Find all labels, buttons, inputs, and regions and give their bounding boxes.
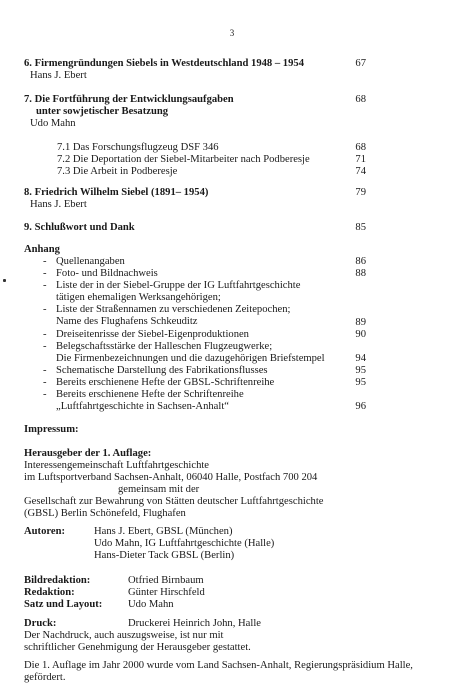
anhang-bullet: - xyxy=(43,304,47,315)
anhang-item-3-line1: Liste der in der Siebel-Gruppe der IG Luftfahrtgeschichte xyxy=(56,280,301,291)
anhang-item-6-line1: Belegschaftsstärke der Halleschen Flugzeugwerke; xyxy=(56,341,273,352)
credit-value: Günter Hirschfeld xyxy=(128,587,205,598)
anhang-item-2-page: 88 xyxy=(355,268,366,279)
anhang-item-4-line1: Liste der Straßennamen zu verschiedenen Zeitepochen; xyxy=(56,304,291,315)
scan-mark xyxy=(3,279,6,282)
anhang-bullet: - xyxy=(43,280,47,291)
page-number: 3 xyxy=(229,28,235,38)
toc-sub-7-1-page: 68 xyxy=(355,142,366,153)
anhang-item-1-page: 86 xyxy=(355,256,366,267)
foerderung-line: Die 1. Auflage im Jahr 2000 wurde vom Land Sachsen-Anhalt, Regierungspräsidium Halle, xyxy=(24,660,413,671)
toc-page-s8: 79 xyxy=(355,187,366,198)
anhang-item-8: Bereits erschienene Hefte der GBSL-Schriftenreihe xyxy=(56,377,275,388)
anhang-item-9-page: 96 xyxy=(355,401,366,412)
anhang-item-2: Foto- und Bildnachweis xyxy=(56,268,158,279)
anhang-heading: Anhang xyxy=(24,244,60,255)
anhang-item-8-page: 95 xyxy=(355,377,366,388)
anhang-item-6-page: 94 xyxy=(355,353,366,364)
credit-label: Bildredaktion: xyxy=(24,575,91,586)
toc-author-s6: Hans J. Ebert xyxy=(30,70,87,81)
anhang-bullet: - xyxy=(43,268,47,279)
druck-value: Druckerei Heinrich John, Halle xyxy=(128,618,261,629)
anhang-bullet: - xyxy=(43,365,47,376)
autor-line: Hans-Dieter Tack GBSL (Berlin) xyxy=(94,550,235,561)
herausgeber-line: (GBSL) Berlin Schönefeld, Flughafen xyxy=(24,508,186,519)
druck-label: Druck: xyxy=(24,618,57,629)
herausgeber-line: Interessengemeinschaft Luftfahrtgeschichte xyxy=(24,460,210,471)
nachdruck-line: schriftlicher Genehmigung der Herausgeber gestattet. xyxy=(24,642,251,653)
anhang-item-5: Dreiseitenrisse der Siebel-Eigenproduktionen xyxy=(56,329,249,340)
toc-page-s9: 85 xyxy=(355,222,366,233)
toc-sub-7-2-page: 71 xyxy=(355,154,366,165)
autor-line: Udo Mahn, IG Luftfahrtgeschichte (Halle) xyxy=(94,538,275,549)
anhang-item-5-page: 90 xyxy=(355,329,366,340)
anhang-item-4-page: 89 xyxy=(355,317,366,328)
impressum-heading: Impressum: xyxy=(24,424,79,435)
anhang-item-9-line2: „Luftfahrtgeschichte in Sachsen-Anhalt“ xyxy=(56,401,229,412)
anhang-bullet: - xyxy=(43,389,47,400)
anhang-item-7: Schematische Darstellung des Fabrikationsflusses xyxy=(56,365,268,376)
toc-title-s6: 6. Firmengründungen Siebels in Westdeutschland 1948 – 1954 xyxy=(24,58,304,69)
toc-sub-7-3: 7.3 Die Arbeit in Podberesje xyxy=(57,166,178,177)
herausgeber-heading: Herausgeber der 1. Auflage: xyxy=(24,448,152,459)
credit-value: Udo Mahn xyxy=(128,599,174,610)
toc-page-s6: 67 xyxy=(355,58,366,69)
anhang-bullet: - xyxy=(43,329,47,340)
credit-label: Redaktion: xyxy=(24,587,75,598)
herausgeber-line: gemeinsam mit der xyxy=(118,484,200,495)
anhang-item-6-line2: Die Firmenbezeichnungen und die dazugehörigen Briefstempel xyxy=(56,353,325,364)
toc-title-s8: 8. Friedrich Wilhelm Siebel (1891– 1954) xyxy=(24,187,209,198)
autor-line: Hans J. Ebert, GBSL (München) xyxy=(94,526,233,537)
credit-label: Satz und Layout: xyxy=(24,599,103,610)
credit-value: Otfried Birnbaum xyxy=(128,575,204,586)
toc-sub-7-3-page: 74 xyxy=(355,166,366,177)
anhang-item-4-line2: Name des Flughafens Schkeuditz xyxy=(56,316,198,327)
toc-sub-7-2: 7.2 Die Deportation der Siebel-Mitarbeiter nach Podberesje xyxy=(57,154,310,165)
herausgeber-line: Gesellschaft zur Bewahrung von Stätten deutscher Luftfahrtgeschichte xyxy=(24,496,324,507)
toc-sub-7-1: 7.1 Das Forschungsflugzeug DSF 346 xyxy=(57,142,219,153)
toc-author-s8: Hans J. Ebert xyxy=(30,199,87,210)
anhang-item-1: Quellenangaben xyxy=(56,256,125,267)
toc-title-s7-line1: 7. Die Fortführung der Entwicklungsaufgaben xyxy=(24,94,234,105)
toc-title-s7-line2: unter sowjetischer Besatzung xyxy=(36,106,169,117)
toc-page-s7: 68 xyxy=(355,94,366,105)
nachdruck-line: Der Nachdruck, auch auszugsweise, ist nur mit xyxy=(24,630,224,641)
herausgeber-line: im Luftsportverband Sachsen-Anhalt, 06040 Halle, Postfach 700 204 xyxy=(24,472,318,483)
anhang-item-7-page: 95 xyxy=(355,365,366,376)
toc-title-s9: 9. Schlußwort und Dank xyxy=(24,222,135,233)
anhang-bullet: - xyxy=(43,256,47,267)
anhang-item-9-line1: Bereits erschienene Hefte der Schriftenreihe xyxy=(56,389,244,400)
autoren-label: Autoren: xyxy=(24,526,65,537)
toc-author-s7: Udo Mahn xyxy=(30,118,76,129)
anhang-bullet: - xyxy=(43,377,47,388)
anhang-bullet: - xyxy=(43,341,47,352)
foerderung-line: gefördert. xyxy=(24,672,66,683)
anhang-item-3-line2: tätigen ehemaligen Werksangehörigen; xyxy=(56,292,221,303)
